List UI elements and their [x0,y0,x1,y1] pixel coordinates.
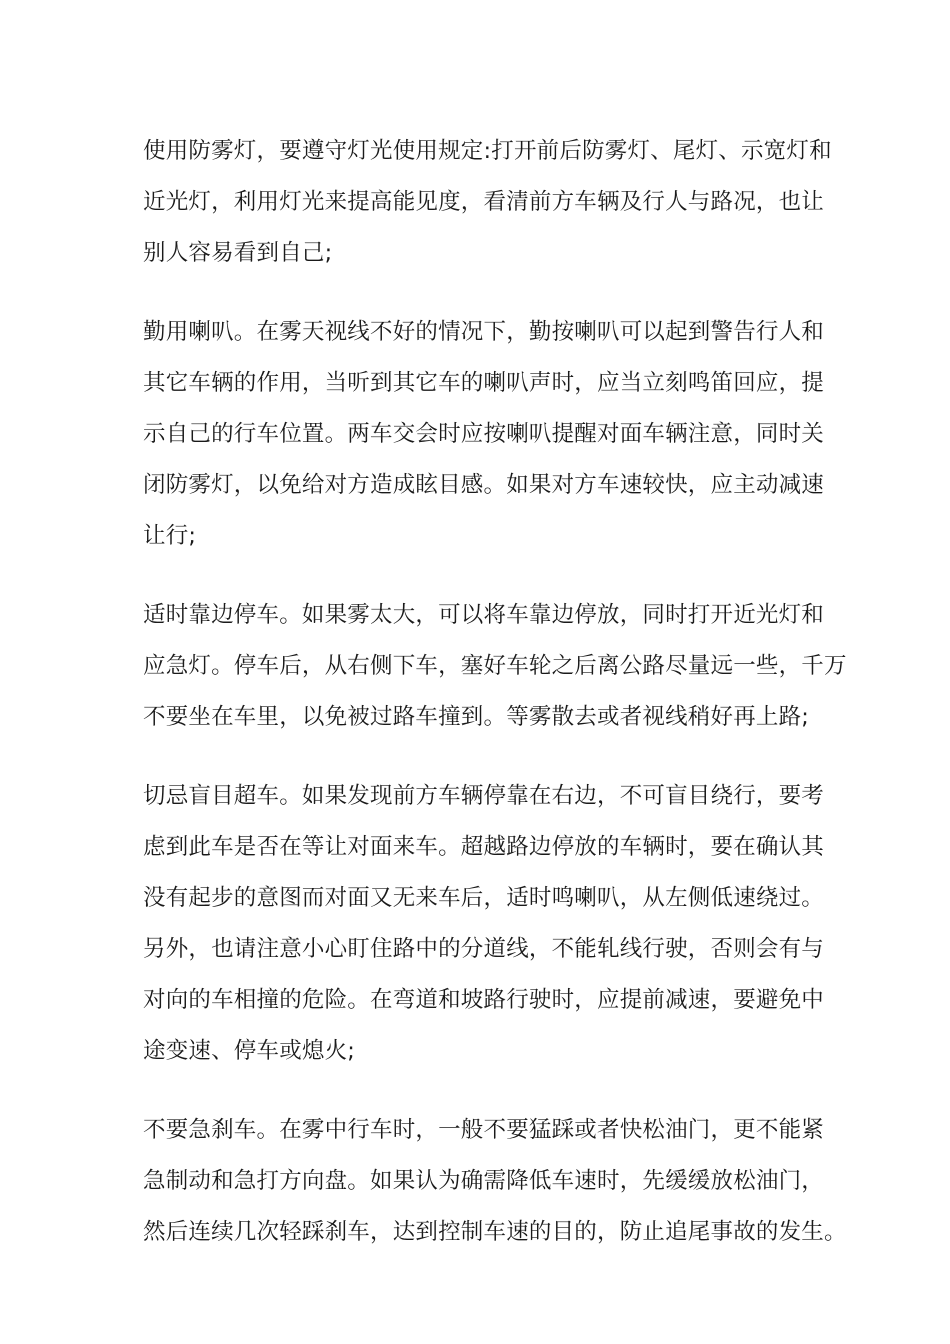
text-line: 另外，也请注意小心盯住路中的分道线，不能轧线行驶，否则会有与 [143,936,825,962]
text-line: 急制动和急打方向盘。如果认为确需降低车速时，先缓缓放松油门， [143,1168,825,1194]
paragraph-pull-over [143,590,847,743]
text-line: 途变速、停车或熄火; [143,1038,356,1064]
text-line: 使用防雾灯，要遵守灯光使用规定:打开前后防雾灯、尾灯、示宽灯和 [143,138,832,164]
text-line: 对向的车相撞的危险。在弯道和坡路行驶时，应提前减速，要避免中 [143,987,825,1013]
text-line: 近光灯，利用灯光来提高能见度，看清前方车辆及行人与路况，也让 [143,189,825,215]
document-body [143,126,847,1286]
paragraph-no-overtaking [143,771,823,1077]
paragraph-horn [143,307,823,562]
text-line: 然后连续几次轻踩刹车，达到控制车速的目的，防止追尾事故的发生。 [143,1219,847,1245]
paragraph-fog-lights [143,126,832,279]
text-line: 虑到此车是否在等让对面来车。超越路边停放的车辆时，要在确认其 [143,834,825,860]
text-line: 其它车辆的作用，当听到其它车的喇叭声时，应当立刻鸣笛回应，提 [143,370,825,396]
text-line: 不要坐在车里，以免被过路车撞到。等雾散去或者视线稍好再上路; [143,704,810,730]
text-line: 应急灯。停车后，从右侧下车，塞好车轮之后离公路尽量远一些，千万 [143,653,847,679]
text-line: 勤用喇叭。在雾天视线不好的情况下，勤按喇叭可以起到警告行人和 [143,319,825,345]
text-line: 不要急刹车。在雾中行车时，一般不要猛踩或者快松油门，更不能紧 [143,1117,825,1143]
text-line: 闭防雾灯，以免给对方造成眩目感。如果对方车速较快，应主动减速 [143,472,825,498]
text-line: 切忌盲目超车。如果发现前方车辆停靠在右边，不可盲目绕行，要考 [143,783,825,809]
text-line: 没有起步的意图而对面又无来车后，适时鸣喇叭，从左侧低速绕过。 [143,885,825,911]
text-line: 示自己的行车位置。两车交会时应按喇叭提醒对面车辆注意，同时关 [143,421,825,447]
text-line: 让行; [143,523,197,549]
paragraph-no-hard-braking [143,1105,847,1258]
text-line: 适时靠边停车。如果雾太大，可以将车靠边停放，同时打开近光灯和 [143,602,825,628]
text-line: 别人容易看到自己; [143,240,333,266]
